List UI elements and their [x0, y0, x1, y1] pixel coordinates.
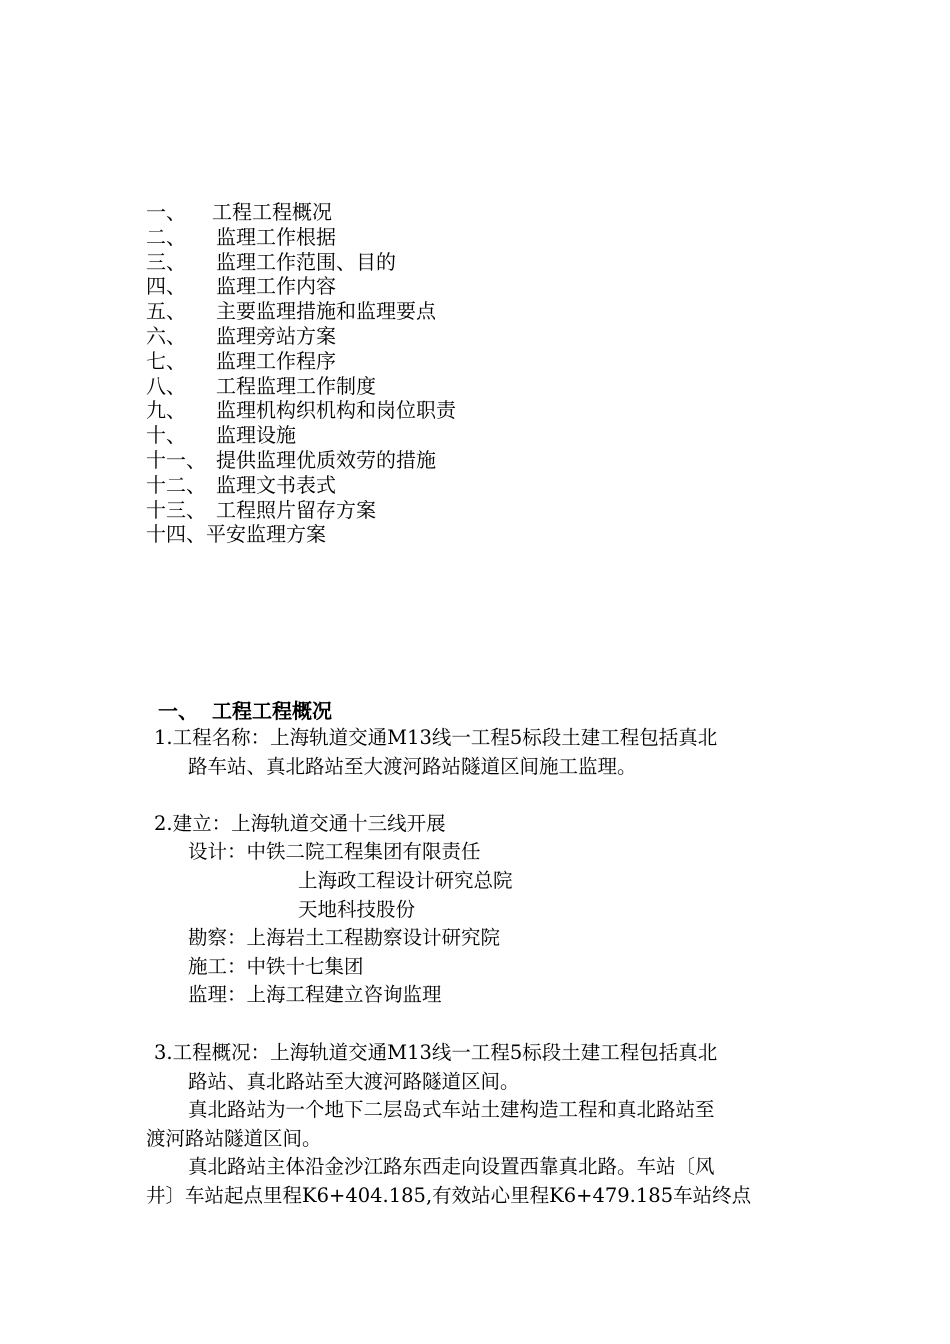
toc-item-number: 四、 [146, 274, 186, 299]
project-name-line-1: 1.工程名称：上海轨道交通M13线一工程5标段土建工程包括真北 [154, 726, 718, 749]
section-heading-text: 工程工程概况 [212, 699, 332, 723]
toc-item-number: 六、 [146, 323, 186, 348]
overview-line-2: 路站、真北路站至大渡河路隧道区间。 [188, 1070, 520, 1093]
toc-item-number: 十四、 [146, 522, 206, 547]
overview-line-3: 真北路站为一个地下二层岛式车站土建构造工程和真北路站至 [188, 1098, 715, 1121]
toc-item-13 [146, 497, 376, 523]
toc-item-4 [146, 274, 336, 299]
section-heading-number: 一、 [158, 699, 198, 723]
toc-item-number: 十、 [146, 423, 186, 448]
toc-item-number: 一、 [146, 200, 186, 224]
overview-line-5: 真北路站主体沿金沙江路东西走向设置西靠真北路。车站〔风 [188, 1155, 715, 1178]
toc-item-number: 十三、 [146, 497, 206, 522]
toc-item-label: 平安监理方案 [206, 522, 326, 547]
toc-item-label: 监理设施 [216, 423, 296, 448]
overview-line-4: 渡河路站隧道区间。 [146, 1127, 322, 1150]
toc-item-label: 提供监理优质效劳的措施 [216, 447, 436, 472]
toc-item-number: 五、 [146, 299, 186, 324]
toc-item-9 [146, 398, 456, 423]
toc-item-10 [146, 423, 326, 448]
toc-item-label: 监理旁站方案 [216, 323, 336, 348]
toc-item-label: 监理工作根据 [216, 224, 336, 249]
toc-item-label: 主要监理措施和监理要点 [216, 299, 436, 324]
builder-line: 施工：中铁十七集团 [188, 955, 364, 978]
toc-item-label: 监理工作范围、目的 [216, 249, 396, 274]
toc-item-number: 三、 [146, 249, 186, 274]
toc-item-11 [146, 447, 436, 473]
section-heading [158, 697, 332, 725]
toc-item-label: 工程监理工作制度 [216, 373, 376, 398]
toc-item-label: 监理工作内容 [216, 274, 336, 299]
toc-item-number: 八、 [146, 373, 186, 398]
toc-item-number: 十一、 [146, 447, 206, 472]
supervisor-line: 监理：上海工程建立咨询监理 [188, 983, 442, 1006]
design-line-1: 设计：中铁二院工程集团有限责任 [188, 840, 481, 863]
toc-item-label: 监理工作程序 [216, 348, 336, 373]
design-line-3: 天地科技股份 [298, 898, 416, 921]
toc-item-12 [146, 472, 336, 498]
construction-line: 2.建立：上海轨道交通十三线开展 [154, 812, 446, 835]
toc-item-label: 工程工程概况 [212, 200, 332, 224]
toc-item-number: 十二、 [146, 472, 206, 497]
toc-item-number: 九、 [146, 398, 186, 423]
survey-line: 勘察：上海岩土工程勘察设计研究院 [188, 926, 501, 949]
toc-item-label: 工程照片留存方案 [216, 497, 376, 522]
toc-item-8 [146, 373, 376, 399]
toc-item-1 [146, 200, 332, 225]
project-name-line-2: 路车站、真北路站至大渡河路站隧道区间施工监理。 [188, 755, 637, 778]
overview-line-1: 3.工程概况：上海轨道交通M13线一工程5标段土建工程包括真北 [154, 1041, 718, 1064]
toc-item-number: 二、 [146, 224, 186, 249]
toc-item-7 [146, 348, 336, 374]
table-of-contents [146, 200, 456, 547]
toc-item-6 [146, 323, 336, 349]
toc-item-2 [146, 224, 336, 250]
toc-item-3 [146, 249, 396, 275]
toc-item-5 [146, 299, 436, 324]
design-line-2: 上海政工程设计研究总院 [298, 869, 513, 892]
toc-item-number: 七、 [146, 348, 186, 373]
toc-item-label: 监理机构织机构和岗位职责 [216, 398, 456, 423]
toc-item-label: 监理文书表式 [216, 472, 336, 497]
toc-item-14 [146, 522, 326, 547]
overview-line-6: 井〕车站起点里程K6+404.185,有效站心里程K6+479.185车站终点 [146, 1184, 752, 1207]
